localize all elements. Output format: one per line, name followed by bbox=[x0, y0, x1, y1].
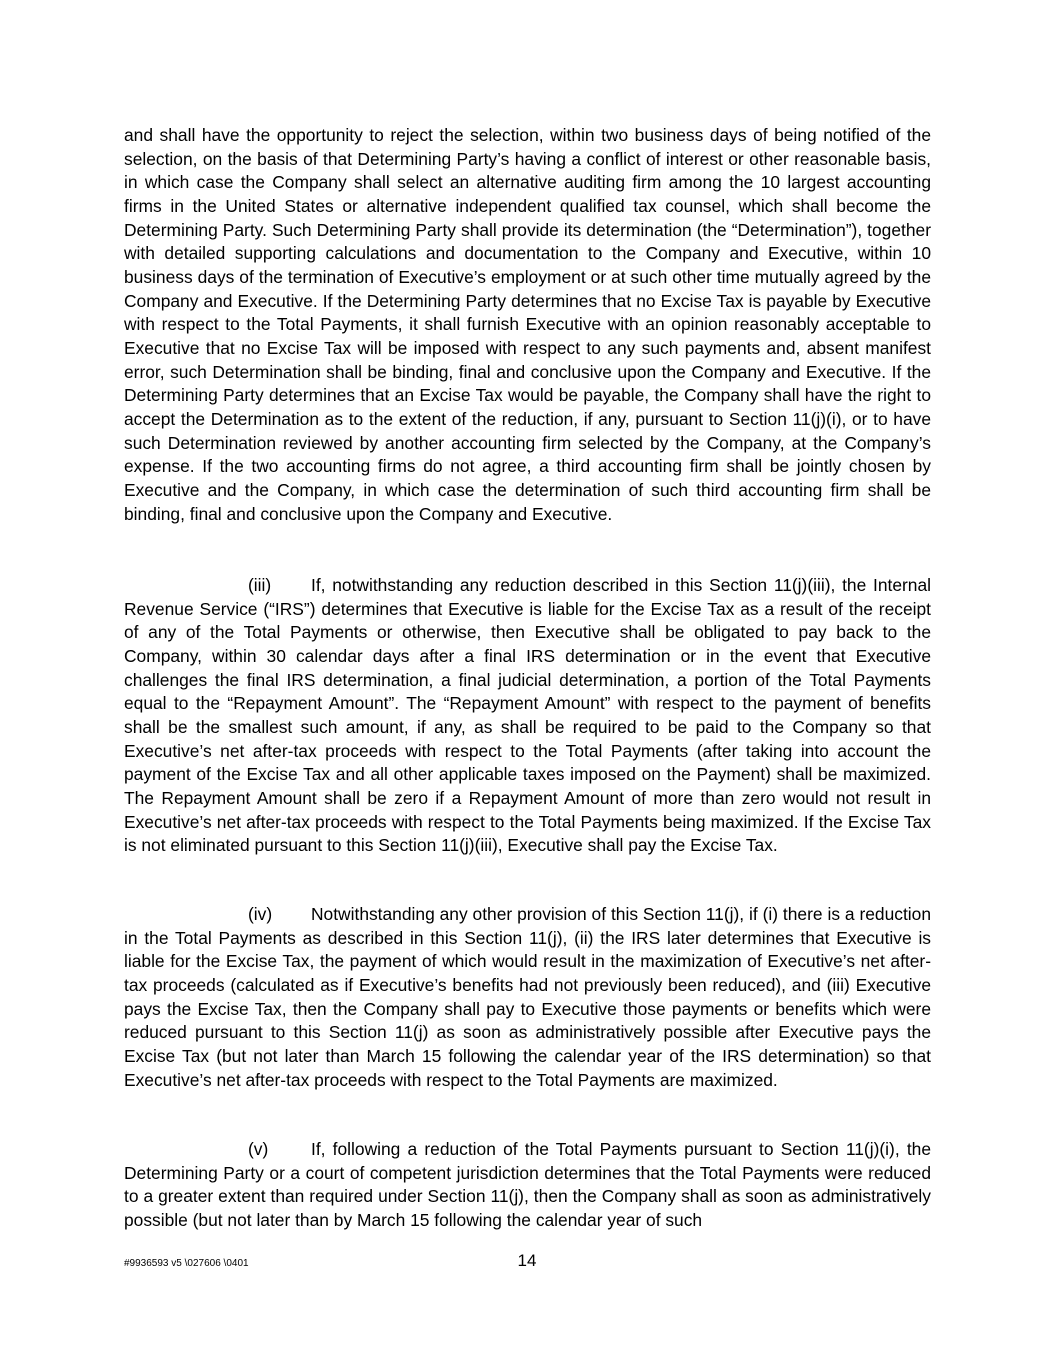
page-number: 14 bbox=[517, 1251, 537, 1270]
footer-document-code: #9936593 v5 \027606 \0401 bbox=[124, 1258, 249, 1269]
paragraph-text: and shall have the opportunity to reject the selection, within two business days of being notified of the selection, on the basis of that Determining Party’s having a conflict of interest or other reasonable basis, in which case the Company shall select an alternative auditing firm among the 10 largest accounting firms in the United States or alternative independent qualified tax counsel, which shall become the Determining Party. Such Determining Party shall provide its determination (the “Determination”), together with detailed supporting calculations and documentation to the Company and Executive, within 10 business days of the termination of Executive’s employment or at such other time mutually agreed by the Company and Executive. If the Determining Party determines that no Excise Tax is payable by Executive with respect to the Total Payments, it shall furnish Executive with an opinion reasonably acceptable to Executive that no Excise Tax will be imposed with respect to any such payments and, absent manifest error, such Determination shall be binding, final and conclusive upon the Company and Executive. If the Determining Party determines that an Excise Tax would be payable, the Company shall have the right to accept the Determination as to the extent of the reduction, if any, pursuant to Section 11(j)(i), or to have such Determination reviewed by another accounting firm selected by the Company, at the Company’s expense. If the two accounting firms do not agree, a third accounting firm shall be jointly chosen by Executive and the Company, in which case the determination of such third accounting firm shall be binding, final and conclusive upon the Company and Executive. bbox=[124, 125, 931, 524]
paragraph-iii bbox=[124, 574, 931, 858]
paragraph-text: If, following a reduction of the Total Payments pursuant to Section 11(j)(i), the Determining Party or a court of competent jurisdiction determines that the Total Payments were reduced to a greater extent than required under Section 11(j), then the Company shall as soon as administratively possible (but not later than by March 15 following the calendar year of such bbox=[124, 1139, 931, 1230]
paragraph-v bbox=[124, 1138, 931, 1233]
paragraph-continuation bbox=[124, 124, 931, 526]
paragraph-text: Notwithstanding any other provision of this Section 11(j), if (i) there is a reduction in the Total Payments as described in this Section 11(j), (ii) the IRS later determines that Executive is liable for the Excise Tax, the payment of which would result in the maximization of Executive’s net after-tax proceeds (calculated as if Executive’s benefits had not previously been reduced), and (iii) Executive pays the Excise Tax, then the Company shall pay to Executive those payments or benefits which were reduced pursuant to this Section 11(j) as soon as administratively possible after Executive pays the Excise Tax (but not later than March 15 following the calendar year of the IRS determination) so that Executive’s net after-tax proceeds with respect to the Total Payments are maximized. bbox=[124, 904, 931, 1090]
paragraph-number: (iii) bbox=[248, 575, 272, 595]
paragraph-text: If, notwithstanding any reduction described in this Section 11(j)(iii), the Internal Revenue Service (“IRS”) determines that Executive is liable for the Excise Tax as a result of the receipt of any of the Total Payments or otherwise, then Executive shall be obligated to pay back to the Company, within 30 calendar days after a final IRS determination or in the event that Executive challenges the final IRS determination, a final judicial determination, a portion of the Total Payments equal to the “Repayment Amount”. The “Repayment Amount” with respect to the payment of benefits shall be the smallest such amount, if any, as shall be required to be paid to the Company so that Executive’s net after-tax proceeds with respect to the Total Payments (after taking into account the payment of the Excise Tax and all other applicable taxes imposed on the Payment) shall be maximized. The Repayment Amount shall be zero if a Repayment Amount of more than zero would not result in Executive’s net after-tax proceeds with respect to the Total Payments being maximized. If the Excise Tax is not eliminated pursuant to this Section 11(j)(iii), Executive shall pay the Excise Tax. bbox=[124, 575, 931, 856]
paragraph-number: (v) bbox=[248, 1139, 269, 1159]
paragraph-iv bbox=[124, 903, 931, 1092]
paragraph-number: (iv) bbox=[248, 904, 273, 924]
